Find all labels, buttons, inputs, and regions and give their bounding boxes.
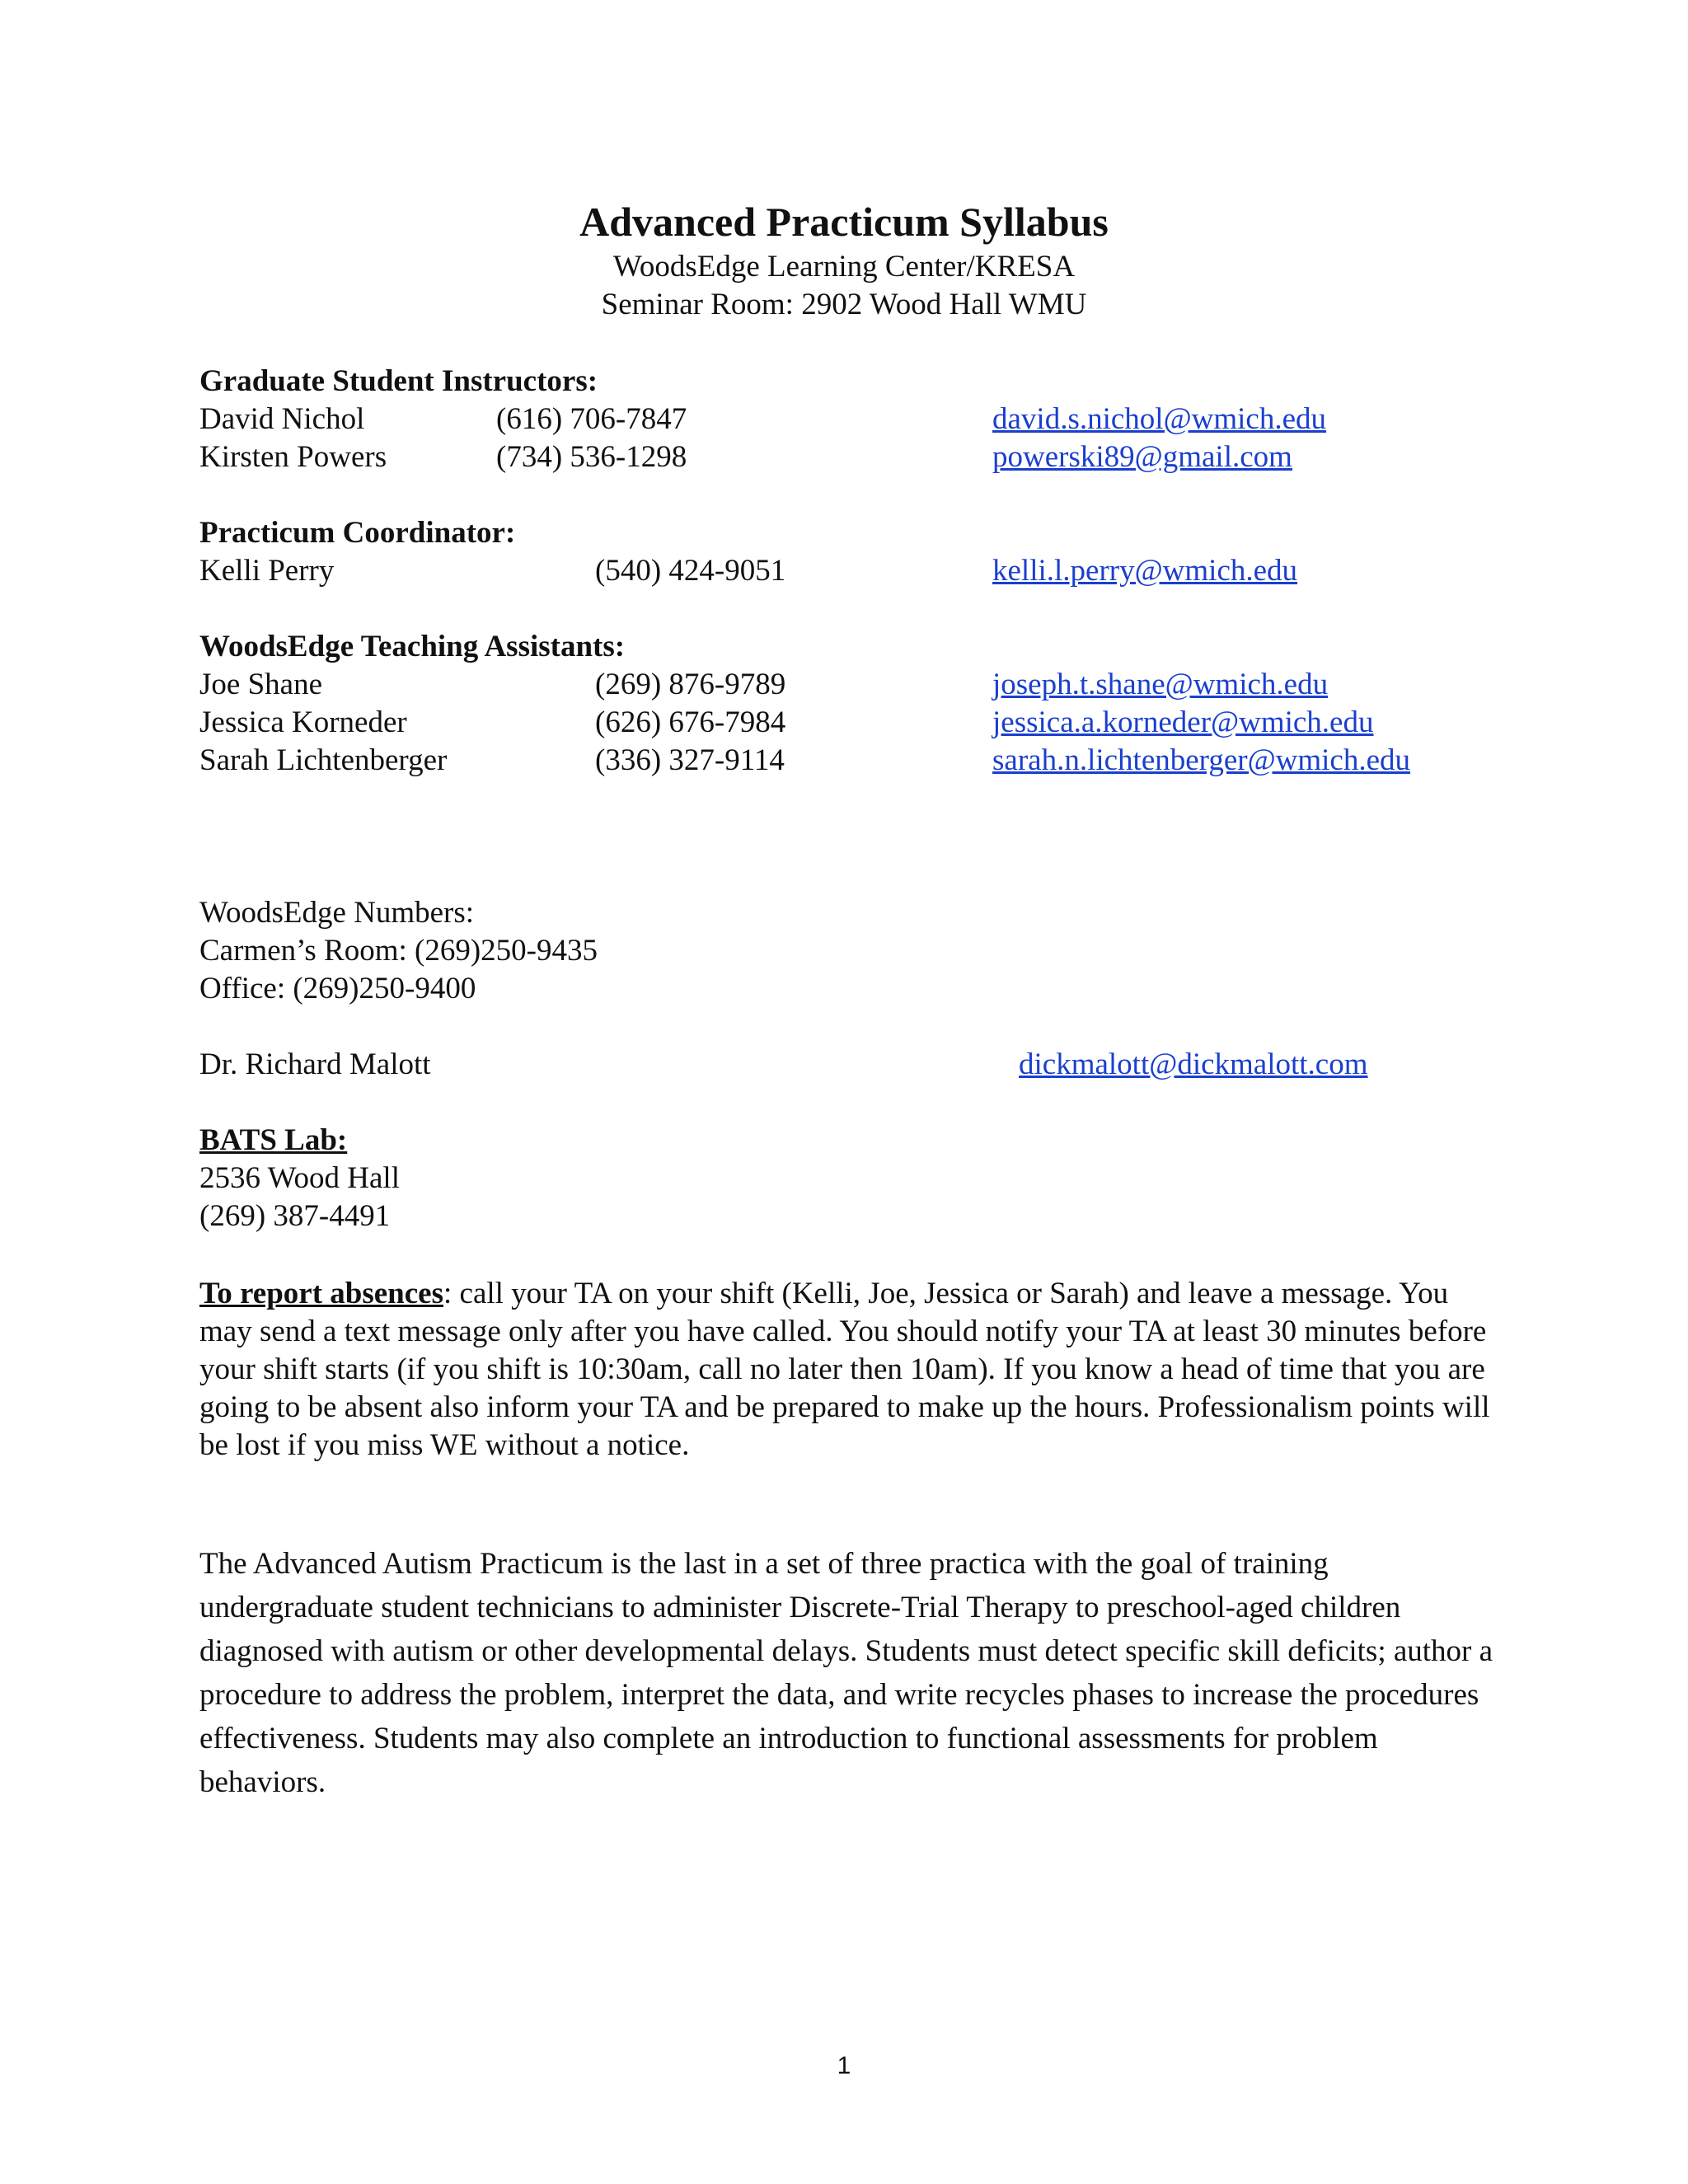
instructor-phone: (734) 536-1298: [496, 440, 687, 474]
bats-lab-phone: (269) 387-4491: [199, 1199, 391, 1233]
page-title: Advanced Practicum Syllabus: [579, 199, 1109, 245]
subtitle-room: Seminar Room: 2902 Wood Hall WMU: [601, 288, 1087, 321]
assistant-name: Jessica Korneder: [199, 705, 407, 739]
absences-text: : call your TA on your shift (Kelli, Joe, Jessica or Sarah) and leave a message. You may send a text message only after you have called. You should notify your TA at least 30 minutes before your shift starts (if you shift is 10:30am, call no later then 10am). If you know a head of time that you are going to be absent also inform your TA and be prepared to make up the hours. Professionalism points will be lost if you miss WE without a notice.: [199, 1277, 1490, 1462]
bats-lab-heading: BATS Lab:: [199, 1123, 348, 1157]
instructors-heading: Graduate Student Instructors:: [199, 364, 598, 398]
coordinator-phone: (540) 424-9051: [595, 554, 786, 588]
coordinator-heading: Practicum Coordinator:: [199, 516, 516, 550]
carmens-room-phone: Carmen’s Room: (269)250-9435: [199, 934, 598, 968]
assistants-heading: WoodsEdge Teaching Assistants:: [199, 630, 626, 663]
instructor-phone: (616) 706-7847: [496, 402, 687, 436]
instructor-email-link[interactable]: david.s.nichol@wmich.edu: [992, 402, 1327, 436]
coordinator-email-link[interactable]: kelli.l.perry@wmich.edu: [992, 554, 1298, 588]
page-number: 1: [837, 2052, 851, 2079]
assistant-email-link[interactable]: sarah.n.lichtenberger@wmich.edu: [992, 743, 1411, 777]
description-paragraph: The Advanced Autism Practicum is the last in a set of three practica with the goal of training undergraduate student technicians to administer Discrete-Trial Therapy to preschool-aged children diagnosed with autism or other developmental delays. Students must detect specific skill deficits; author a procedure to address the problem, interpret the data, and write recycles phases to increase the procedures effectiveness. Students may also complete an introduction to functional assessments for problem behaviors.: [199, 1547, 1493, 1799]
office-phone: Office: (269)250-9400: [199, 972, 476, 1005]
coordinator-name: Kelli Perry: [199, 554, 335, 588]
malott-name: Dr. Richard Malott: [199, 1047, 431, 1081]
bats-lab-address: 2536 Wood Hall: [199, 1161, 400, 1195]
absences-paragraph: [199, 1275, 1493, 1465]
instructor-name: Kirsten Powers: [199, 440, 387, 474]
assistant-phone: (269) 876-9789: [595, 668, 786, 701]
absences-label: To report absences: [199, 1277, 443, 1310]
assistant-email-link[interactable]: joseph.t.shane@wmich.edu: [992, 668, 1329, 701]
assistant-phone: (336) 327-9114: [595, 743, 785, 777]
instructor-name: David Nichol: [199, 402, 365, 436]
assistant-name: Sarah Lichtenberger: [199, 743, 448, 777]
instructor-email-link[interactable]: powerski89@gmail.com: [992, 440, 1292, 474]
subtitle-center: WoodsEdge Learning Center/KRESA: [612, 250, 1076, 284]
assistant-phone: (626) 676-7984: [595, 705, 786, 739]
assistant-name: Joe Shane: [199, 668, 322, 701]
woodsedge-numbers-heading: WoodsEdge Numbers:: [199, 896, 475, 930]
assistant-email-link[interactable]: jessica.a.korneder@wmich.edu: [992, 705, 1374, 739]
malott-email-link[interactable]: dickmalott@dickmalott.com: [1019, 1047, 1368, 1081]
